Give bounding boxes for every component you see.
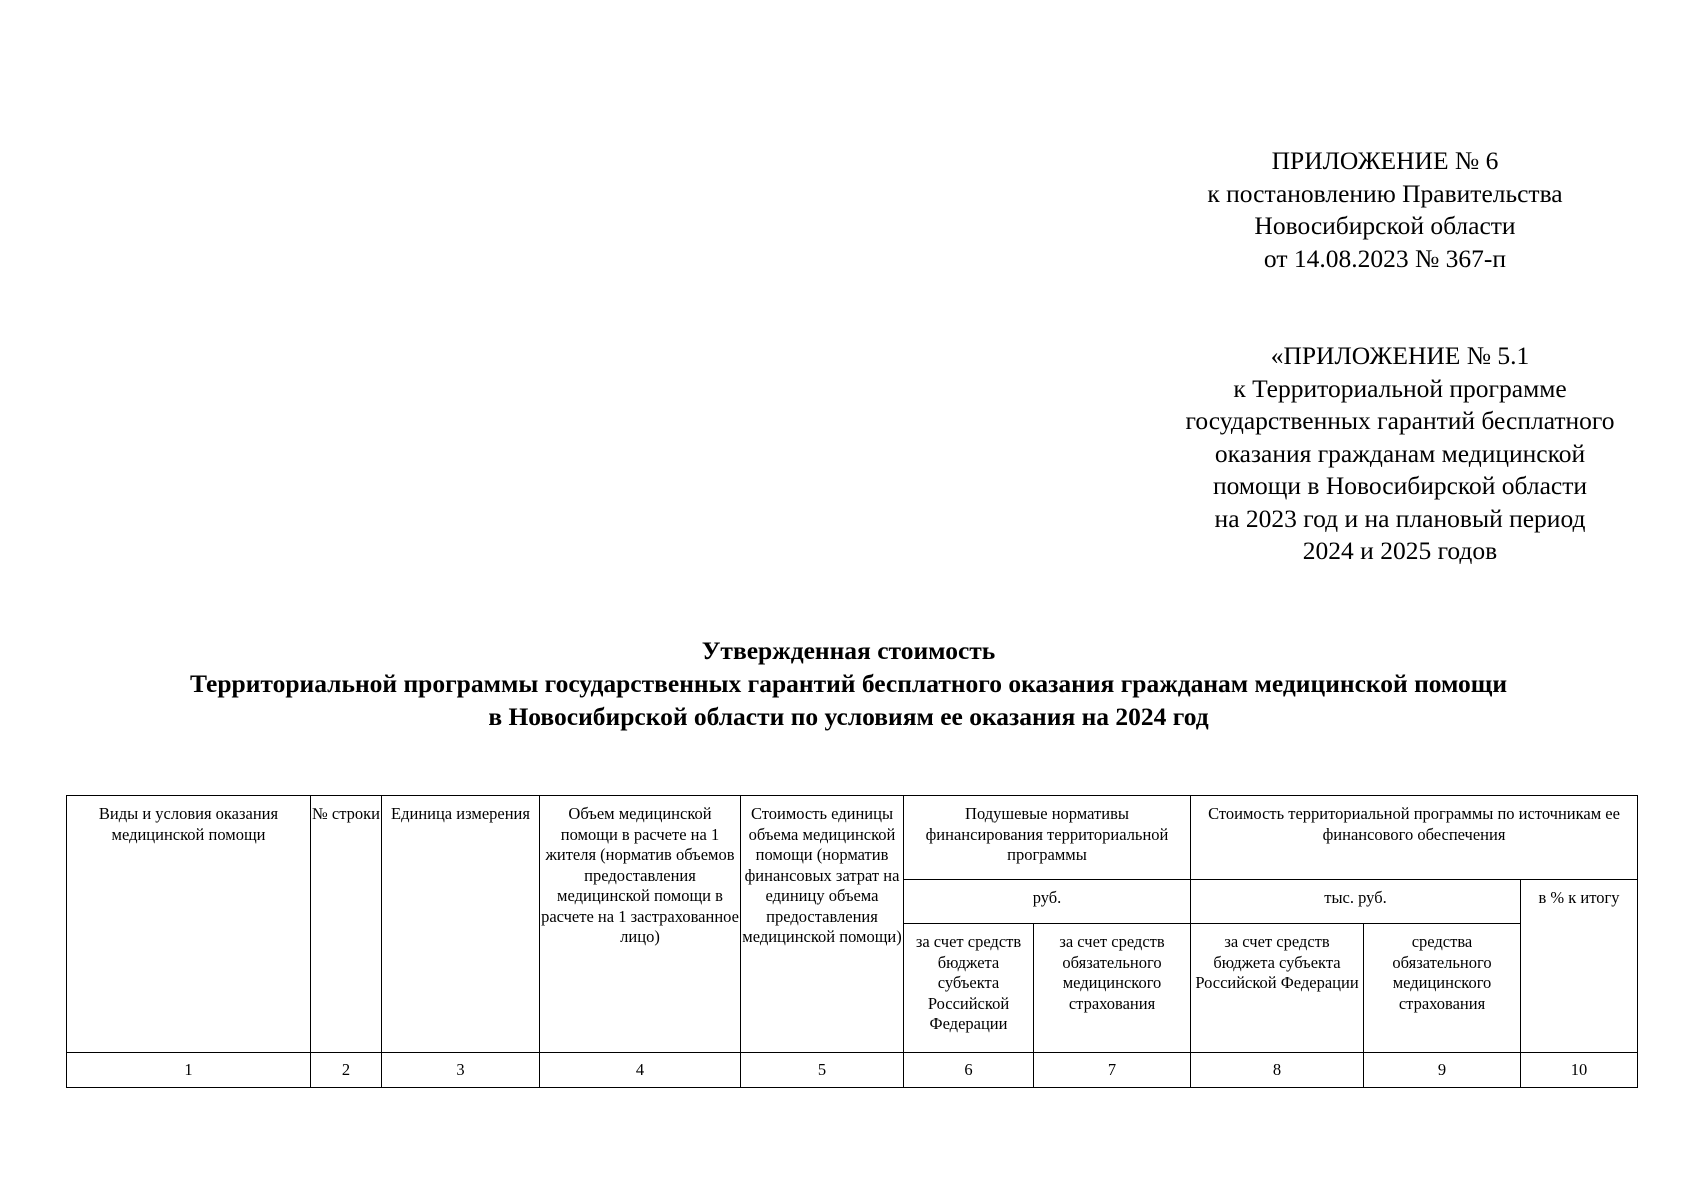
header-rub: руб. [904, 880, 1191, 924]
header-percent-of-total: в % к итогу [1521, 880, 1638, 1053]
column-number: 3 [382, 1053, 540, 1088]
appendix-5-1-line: 2024 и 2025 годов [1302, 536, 1498, 565]
column-number: 10 [1521, 1053, 1638, 1088]
column-number: 8 [1191, 1053, 1364, 1088]
column-number: 7 [1034, 1053, 1191, 1088]
column-number: 1 [67, 1053, 311, 1088]
appendix-5-1-line: государственных гарантий бесплатного [1185, 406, 1615, 435]
column-number: 6 [904, 1053, 1034, 1088]
header-per-capita-budget: за счет средств бюджета субъекта Российской Федерации [904, 924, 1034, 1053]
header-volume: Объем медицинской помощи в расчете на 1 жителя (норматив объемов предоставления медицинской помощи в расчете на 1 застрахованное лицо) [540, 796, 741, 1053]
table-header-row [67, 796, 1638, 880]
appendix-6-line: ПРИЛОЖЕНИЕ № 6 [1271, 146, 1499, 175]
appendix-5-1-line: на 2023 год и на плановый период [1214, 503, 1586, 533]
header-per-capita: Подушевые нормативы финансирования территориальной программы [904, 796, 1191, 880]
cost-table [66, 795, 1638, 1088]
header-thousand-rub: тыс. руб. [1191, 880, 1521, 924]
header-per-capita-oms: за счет средств обязательного медицинского страхования [1034, 924, 1191, 1053]
header-unit: Единица измерения [382, 796, 540, 1053]
header-row-number: № строки [311, 796, 382, 1053]
document-title [0, 634, 1697, 733]
title-line: Территориальной программы государственных гарантий бесплатного оказания гражданам медицинской помощи [189, 669, 1508, 698]
column-number: 4 [540, 1053, 741, 1088]
appendix-5-1-header [1120, 340, 1680, 568]
appendix-6-line: к постановлению Правительства [1207, 178, 1563, 208]
column-number: 5 [741, 1053, 904, 1088]
appendix-6-line: от 14.08.2023 № 367-п [1263, 243, 1507, 273]
appendix-5-1-line: «ПРИЛОЖЕНИЕ № 5.1 [1270, 341, 1530, 370]
column-number: 9 [1364, 1053, 1521, 1088]
header-cost-budget: за счет средств бюджета субъекта Российской Федерации [1191, 924, 1364, 1053]
appendix-5-1-line: к Территориальной программе [1233, 373, 1567, 403]
header-cost-oms: средства обязательного медицинского страхования [1364, 924, 1521, 1053]
title-line: в Новосибирской области по условиям ее оказания на 2024 год [488, 702, 1209, 731]
appendix-6-header [1125, 145, 1645, 275]
appendix-5-1-line: помощи в Новосибирской области [1212, 471, 1588, 500]
header-types-of-care: Виды и условия оказания медицинской помощи [67, 796, 311, 1053]
column-number: 2 [311, 1053, 382, 1088]
header-unit-cost: Стоимость единицы объема медицинской помощи (норматив финансовых затрат на единицу объема предоставления медицинской помощи) [741, 796, 904, 1053]
title-line: Утвержденная стоимость [701, 636, 996, 665]
header-program-cost: Стоимость территориальной программы по источникам ее финансового обеспечения [1191, 796, 1638, 880]
column-numbers-row [67, 1053, 1638, 1088]
appendix-6-line: Новосибирской области [1254, 211, 1516, 240]
appendix-5-1-line: оказания гражданам медицинской [1214, 438, 1586, 468]
